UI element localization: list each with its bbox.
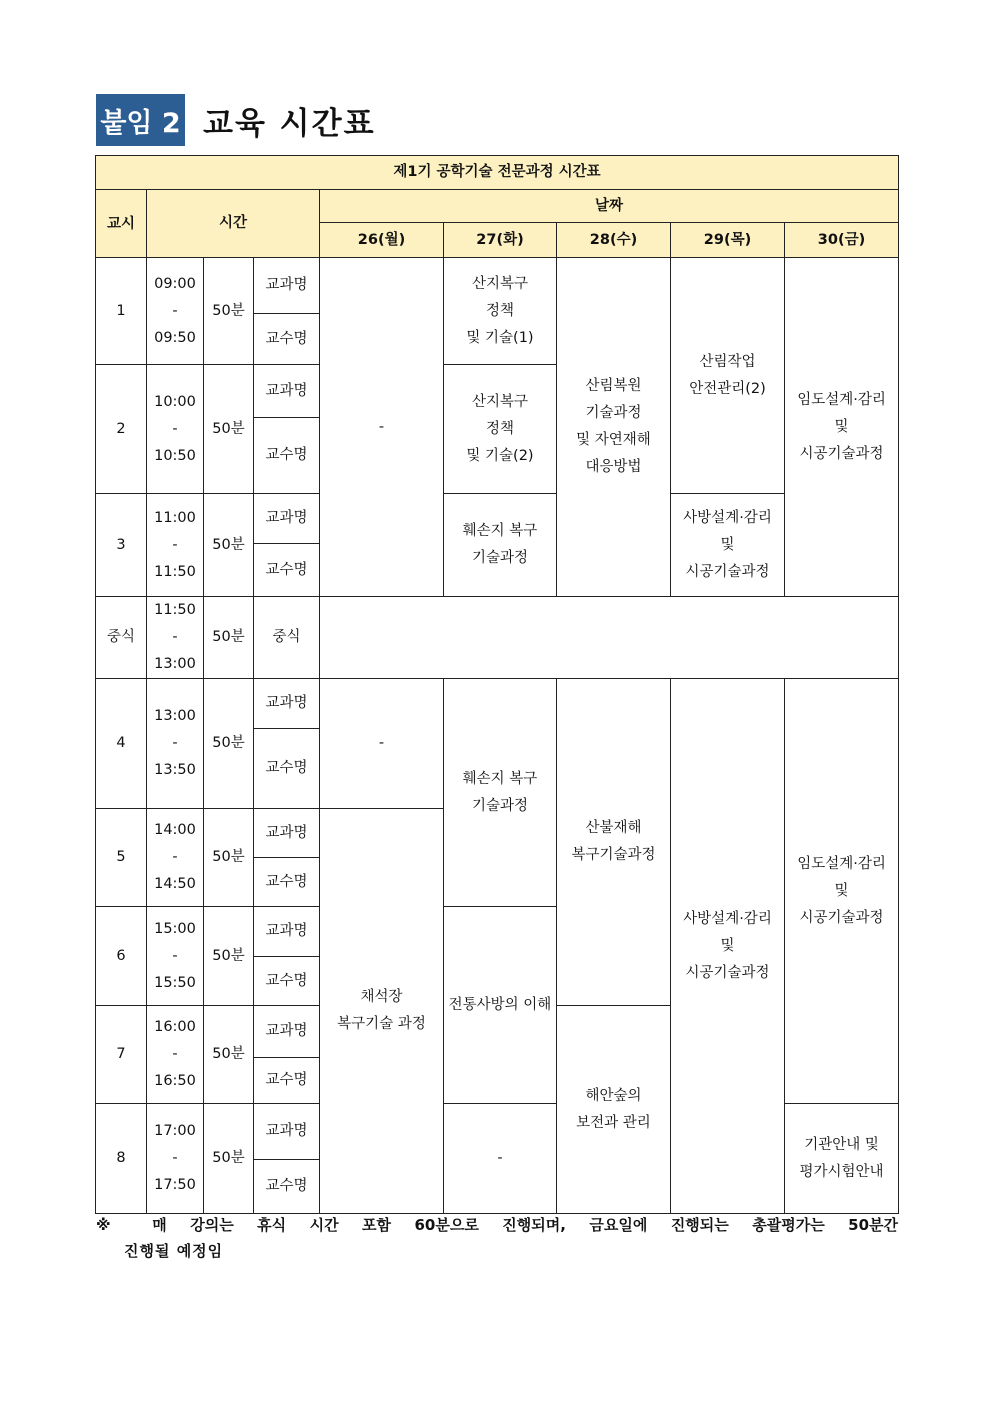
period-time: 15:00 - 15:50	[147, 907, 204, 1006]
course-label: 교과명	[254, 679, 320, 729]
class-cell: -	[444, 1104, 557, 1214]
professor-label: 교수명	[254, 544, 320, 597]
course-label: 교과명	[254, 494, 320, 544]
class-cell: 산지복구 정책 및 기술(1)	[444, 258, 557, 365]
day-header: 29(목)	[671, 223, 785, 258]
period-duration: 50분	[204, 907, 254, 1006]
period-time: 09:00 - 09:50	[147, 258, 204, 365]
class-cell: 사방설계·감리 및 시공기술과정	[671, 494, 785, 597]
lunch-empty	[320, 597, 899, 679]
course-label: 교과명	[254, 1104, 320, 1160]
class-cell: 산지복구 정책 및 기술(2)	[444, 365, 557, 494]
page-title: 교육 시간표	[203, 105, 376, 142]
class-cell: 사방설계·감리 및 시공기술과정	[671, 679, 785, 1214]
period-time: 13:00 - 13:50	[147, 679, 204, 809]
period-number: 6	[96, 907, 147, 1006]
schedule-table	[95, 155, 899, 1214]
class-cell: 해안숲의 보전과 관리	[557, 1006, 671, 1214]
course-label: 교과명	[254, 258, 320, 314]
class-cell: 훼손지 복구 기술과정	[444, 679, 557, 907]
period-number: 8	[96, 1104, 147, 1214]
period-duration: 50분	[204, 679, 254, 809]
lunch-text: 중식	[254, 597, 320, 679]
class-cell: 산림복원 기술과정 및 자연재해 대응방법	[557, 258, 671, 597]
course-label: 교과명	[254, 809, 320, 858]
time-header: 시간	[147, 190, 320, 258]
professor-label: 교수명	[254, 314, 320, 365]
day-header: 28(수)	[557, 223, 671, 258]
course-label: 교과명	[254, 365, 320, 418]
lunch-label: 중식	[96, 597, 147, 679]
class-cell: 임도설계·감리 및 시공기술과정	[785, 679, 899, 1104]
day-header: 30(금)	[785, 223, 899, 258]
period-duration: 50분	[204, 1006, 254, 1104]
attachment-badge: 붙임 2	[96, 94, 185, 146]
day-header: 27(화)	[444, 223, 557, 258]
professor-label: 교수명	[254, 1058, 320, 1104]
lunch-time: 11:50 - 13:00	[147, 597, 204, 679]
period-duration: 50분	[204, 494, 254, 597]
course-label: 교과명	[254, 1006, 320, 1058]
period-time: 16:00 - 16:50	[147, 1006, 204, 1104]
class-cell: 임도설계·감리 및 시공기술과정	[785, 258, 899, 597]
period-time: 17:00 - 17:50	[147, 1104, 204, 1214]
period-number: 5	[96, 809, 147, 907]
class-cell: 산불재해 복구기술과정	[557, 679, 671, 1006]
professor-label: 교수명	[254, 1160, 320, 1214]
period-time: 11:00 - 11:50	[147, 494, 204, 597]
lunch-duration: 50분	[204, 597, 254, 679]
period-time: 10:00 - 10:50	[147, 365, 204, 494]
period-number: 3	[96, 494, 147, 597]
professor-label: 교수명	[254, 957, 320, 1006]
period-number: 2	[96, 365, 147, 494]
class-cell: 산림작업 안전관리(2)	[671, 258, 785, 494]
class-cell: 채석장 복구기술 과정	[320, 809, 444, 1214]
footnote: ※ 매 강의는 휴식 시간 포함 60분으로 진행되며, 금요일에 진행되는 총괄평가는 50분간	[96, 1216, 898, 1234]
page-header	[96, 94, 376, 146]
class-cell: 기관안내 및 평가시험안내	[785, 1104, 899, 1214]
day-header: 26(월)	[320, 223, 444, 258]
professor-label: 교수명	[254, 729, 320, 809]
date-header: 날짜	[320, 190, 899, 223]
class-cell: 훼손지 복구 기술과정	[444, 494, 557, 597]
professor-label: 교수명	[254, 418, 320, 494]
period-header: 교시	[96, 190, 147, 258]
footnote-continued: 진행될 예정임	[124, 1242, 224, 1260]
class-cell: 전통사방의 이해	[444, 907, 557, 1104]
period-duration: 50분	[204, 365, 254, 494]
class-cell: -	[320, 679, 444, 809]
period-duration: 50분	[204, 809, 254, 907]
class-cell: -	[320, 258, 444, 597]
period-number: 4	[96, 679, 147, 809]
period-number: 7	[96, 1006, 147, 1104]
table-title: 제1기 공학기술 전문과정 시간표	[96, 156, 899, 190]
period-time: 14:00 - 14:50	[147, 809, 204, 907]
period-number: 1	[96, 258, 147, 365]
period-duration: 50분	[204, 1104, 254, 1214]
course-label: 교과명	[254, 907, 320, 957]
professor-label: 교수명	[254, 858, 320, 907]
period-duration: 50분	[204, 258, 254, 365]
